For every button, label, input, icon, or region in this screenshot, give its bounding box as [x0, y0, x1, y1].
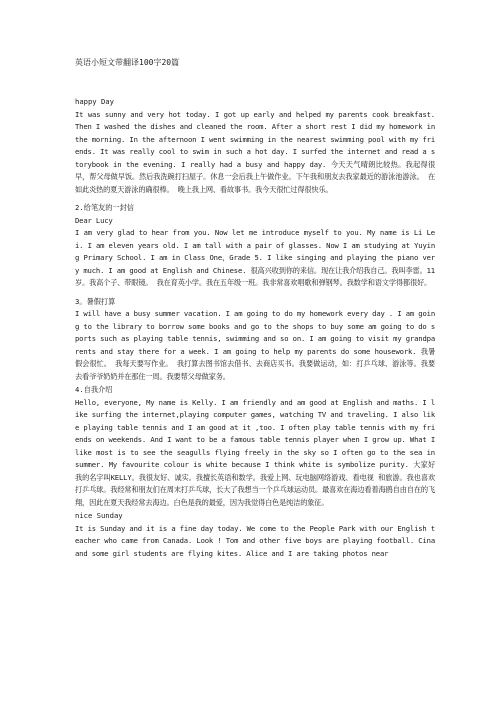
section-body: It was sunny and very hot today. I got up early and helped my parents cook breakfast. Then I washed the dishes and cleaned the room. After a short rest I did my homework in the morning. In the afternoon I went swimming in the nearest swimming pool with my friends. It was really cool to swim in such a hot day. I surfed the internet and read a storybook in the evening. I really had a busy and happy day. 今天天气晴朗比较热。我起得很早，帮父母做早饭。然后我洗碗打扫屋子。休息一会后我上午做作业。下午我和朋友去我家最近的游泳池游泳。 在如此炎热的夏天游泳的确很棒。 晚上我上网、看故事书。我今天很忙过得很快乐。	[75, 109, 435, 194]
section-letter-to-penfriend	[75, 202, 435, 290]
document-page	[75, 57, 435, 566]
section-heading: 4.自我介绍	[75, 385, 113, 394]
section-self-introduction	[75, 384, 435, 509]
section-body: Dear Lucy I am very glad to hear from you. Now let me introduce myself to you. My name is Li Lei. I am eleven years old. I am tall with a pair of glasses. Now I am studying at Yuying Primary School. I am in Class One，Grade 5. I like singing and playing the piano very much. I am good at English and Chinese. 很高兴收到你的来信。现在让我介绍我自己。我叫李雷。11岁。我高个子、带眼镜。 我在育英小学。我在五年级一班。我非常喜欢唱歌和弹钢琴。我数学和语文学得都很好。	[75, 215, 435, 287]
section-heading: 2.给笔友的一封信	[75, 203, 134, 212]
document-title: 英语小短文带翻译100字20篇	[75, 58, 180, 67]
section-happy-day	[75, 96, 435, 196]
section-body: I will have a busy summer vacation. I am going to do my homework every day . I am going to the library to borrow some books and go to the shops to buy some am going to do sports such as playing table tennis, swimming and so on. I am going to visit my grandparents and stay there for a week. I am going to help my parents do some housework. 我暑假会很忙。 我每天要写作业。 我打算去图书馆去借书、去商店买书。我要做运动，如：打乒乓球、游泳等。我要去看爷爷奶奶并在那住一周。我要帮父母做家务。	[75, 309, 435, 381]
section-body: Hello, everyone, My name is Kelly. I am friendly and am good at English and maths. I like surfing the internet,playing computer games, watching TV and traveling. I also like playing table tennis and I am good at it ,too. I often play table tennis with my friends on weekends. And I want to be a famous table tennis player when I grow up. What I like most is to see the seagulls flying freely in the sky so I often go to the sea in summer. My favourite colour is white because I think white is symbolize purity. 大家好 我的名字叫KELLY。我很友好、诚实。我擅长英语和数学。我爱上网、玩电脑网络游戏、看电视 和旅游。我也喜欢打乒乓球。我经常和朋友们在周末打乒乓球，长大了我想当一个乒乓球运动员。最喜欢在海边看着海鸥自由自在的飞翔，因此在夏天我经常去海边。白色是我的最爱，因为我觉得白色是纯洁的象征。	[75, 397, 435, 507]
section-nice-sunday	[75, 510, 435, 560]
section-summer-vacation-plan	[75, 296, 435, 384]
section-body: It is Sunday and it is a fine day today. We come to the People Park with our English teacher who came from Canada. Look ! Tom and other five boys are playing football. Cina and some girl students are flying kites. Alice and I are taking photos near	[75, 523, 435, 558]
section-heading: nice Sunday	[75, 511, 123, 520]
section-heading: happy Day	[75, 97, 114, 106]
section-heading: 3。暑假打算	[75, 296, 116, 306]
